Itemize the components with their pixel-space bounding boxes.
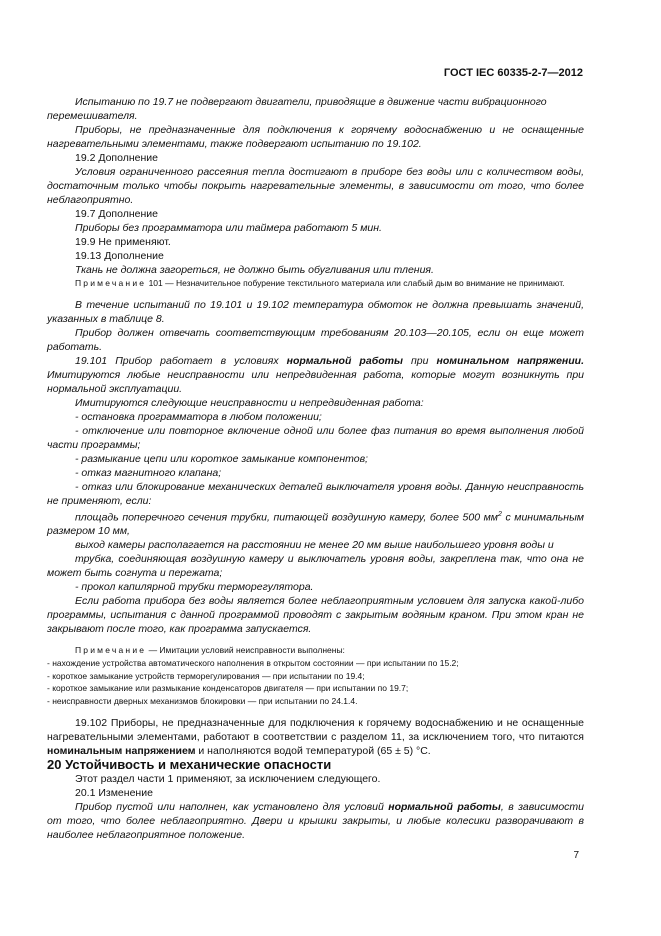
note-item: - короткое замыкание или размыкание конденсаторов двигателя — при испытании по 19.7; (47, 683, 409, 694)
paragraph: В течение испытаний по 19.101 и 19.102 температура обмоток не должна превышать значений, указанных в таблице 8. (47, 298, 584, 325)
clause-heading: 19.2 Дополнение (75, 152, 158, 164)
paragraph: Условия ограниченного рассеяния тепла достигают в приборе без воды или с количеством воды, достаточным только чтобы покрыть нагревательные элементы, в зависимости от того, что более неблагоприятно. (47, 166, 584, 206)
note-item: - короткое замыкание устройств терморегулирования — при испытании по 19.4; (47, 670, 365, 681)
clause-heading: 20.1 Изменение (75, 786, 153, 799)
clause-20-1 (47, 800, 584, 842)
condition: выход камеры располагается на расстоянии не менее 20 мм выше наибольшего уровня воды и (75, 539, 554, 551)
defined-term: нормальной работы (388, 800, 501, 813)
paragraph: перемешивателя. (47, 110, 138, 122)
paragraph: Если работа прибора без воды является более неблагоприятным условием для запуска какой-либо программы, испытания с данной программой проводят с закрытым водяным краном. При этом кран не закрывают после того, как программа запускается. (47, 595, 584, 635)
note-label: Примечание (75, 278, 147, 288)
defined-term: нормальной работы (286, 354, 403, 367)
document-header: ГОСТ IEC 60335-2-7—2012 (443, 67, 583, 79)
defined-term: номинальном напряжении. (436, 354, 585, 367)
note-item: - неисправности дверных механизмов блокировки — при испытании по 24.1.4. (47, 696, 358, 707)
list-item: - отказ магнитного клапана; (75, 466, 222, 479)
note-2 (47, 644, 584, 657)
clause-heading: 19.7 Дополнение (75, 208, 158, 220)
text-run: с минимальным размером 10 мм, (47, 511, 584, 537)
document-body (47, 95, 584, 842)
section-title: 20 Устойчивость и механические опасности (47, 756, 332, 772)
note-label: Примечание (75, 645, 147, 655)
condition: трубка, соединяющая воздушную камеру и выключатель уровня воды, закреплена так, что она не может быть согнута и пережата; (47, 553, 584, 579)
page-number: 7 (573, 850, 579, 861)
note-item: - нахождение устройства автоматического наполнения в открытом состоянии — при испытании по 15.2; (47, 657, 459, 668)
text-run: площадь поперечного сечения трубки, питающей воздушную камеру, более 500 мм (75, 511, 498, 523)
paragraph: Прибор должен отвечать соответствующим требованиям 20.103—20.105, если он еще может работать. (47, 326, 584, 353)
defined-term: номинальным напряжением (47, 744, 196, 757)
paragraph: Приборы без программатора или таймера работают 5 мин. (75, 222, 382, 234)
text-run: и наполняются водой температурой (65 ± 5) °С. (195, 744, 431, 757)
paragraph: Этот раздел части 1 применяют, за исключением следующего. (75, 772, 381, 785)
paragraph: Испытанию по 19.7 не подвергают двигатели, приводящие в движение части вибрационного (75, 96, 547, 108)
note-text: — Имитации условий неисправности выполнены: (146, 645, 345, 655)
text-run: 19.102 Приборы, не предназначенные для подключения к горячему водоснабжению и не оснащенные нагревательными элементами, работают в соответствии с разделом 11, за исключением того, что питаются (47, 716, 584, 743)
note-text: — Незначительное побурение текстильного материала или слабый дым во внимание не принимают. (162, 278, 565, 288)
note-number: 101 (148, 278, 163, 288)
list-item: - прокол капилярной трубки терморегулятора. (75, 581, 314, 593)
condition (47, 508, 584, 539)
paragraph: Имитируются следующие неисправности и непредвиденная работа: (75, 396, 424, 409)
list-item: - отказ или блокирование механических деталей выключателя уровня воды. Данную неисправность не применяют, если: (47, 480, 584, 507)
text-run: , в зависимости от того, что более неблагоприятно. Двери и крышки закрыты, и любые колесики разворачивают в наиболее неблагоприятное положение. (47, 800, 584, 841)
text-run: Прибор пустой или наполнен, как установлено для условий (75, 800, 389, 813)
clause-19-102 (47, 716, 584, 758)
list-item: - отключение или повторное включение одной или более фаз питания во время выполнения любой части программы; (47, 424, 584, 451)
paragraph: Приборы, не предназначенные для подключения к горячему водоснабжению и не оснащенные нагревательными элементами, также подвергают испытанию по 19.102. (47, 124, 584, 150)
paragraph: Ткань не должна загореться, не должно быть обугливания или тления. (75, 264, 434, 276)
list-item: - остановка программатора в любом положении; (75, 410, 322, 423)
clause-heading: 19.9 Не применяют. (75, 236, 171, 248)
superscript: 2 (498, 510, 502, 518)
text-run: 19.101 Прибор работает в условиях (75, 354, 287, 367)
clause-19-101 (47, 354, 584, 396)
text-run: Имитируются любые неисправности или непредвиденная работа, которые могут возникнуть при нормальной эксплуатации. (47, 368, 584, 395)
clause-heading: 19.13 Дополнение (75, 250, 164, 262)
list-item: - размыкание цепи или короткое замыкание компонентов; (75, 452, 368, 465)
note-101 (47, 277, 584, 290)
text-run: при (402, 354, 437, 367)
